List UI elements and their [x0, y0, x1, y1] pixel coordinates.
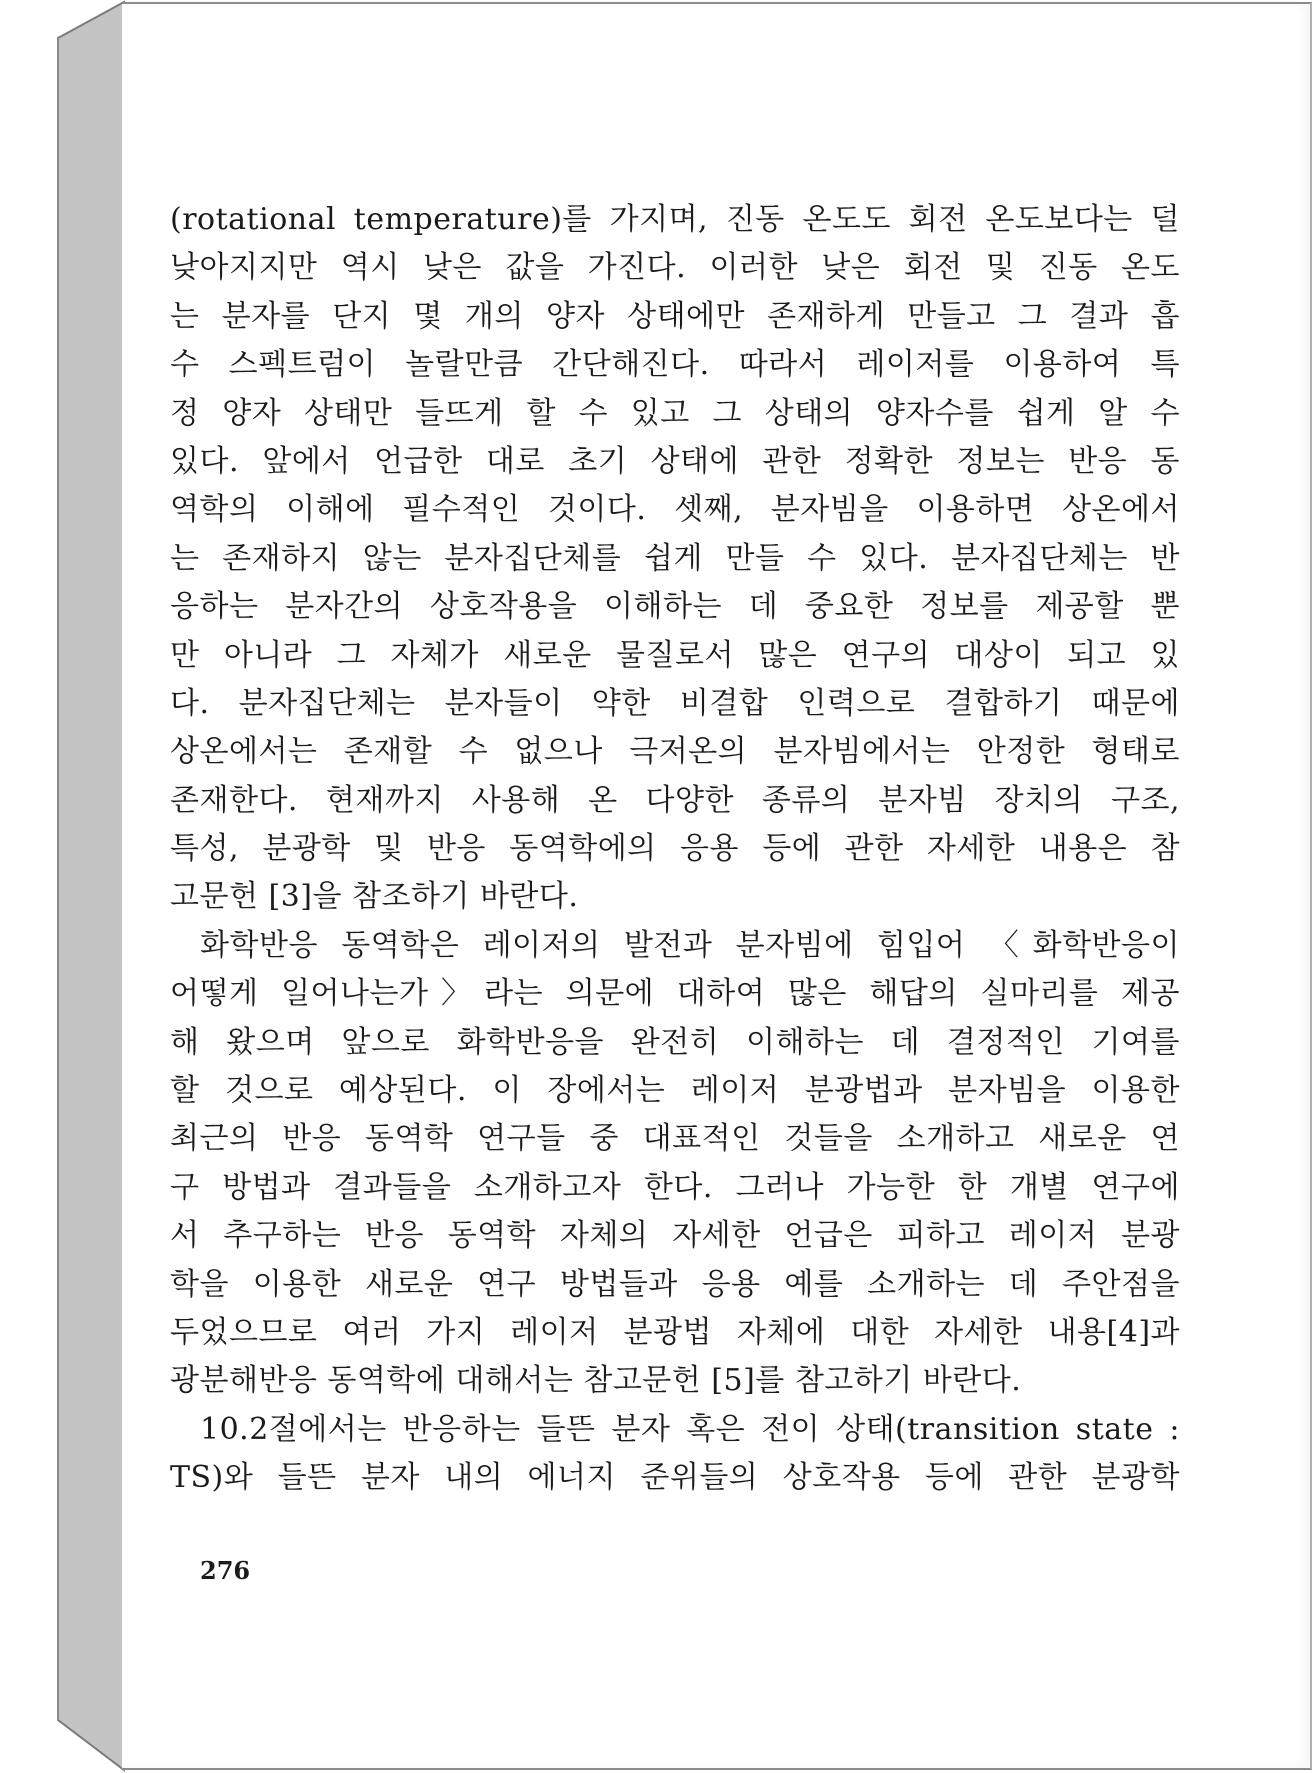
text-line: 최근의 반응 동역학 연구들 중 대표적인 것들을 소개하고 새로운 연	[170, 1121, 1180, 1157]
book-spine	[0, 0, 130, 1773]
text-line: 화학반응 동역학은 레이저의 발전과 분자빔에 힘입어 〈화학반응이	[200, 927, 1180, 963]
text-line: 는 존재하지 않는 분자집단체를 쉽게 만들 수 있다. 분자집단체는 반	[170, 540, 1180, 576]
text-line: 두었으므로 여러 가지 레이저 분광법 자체에 대한 자세한 내용[4]과	[170, 1314, 1180, 1350]
text-line: 10.2절에서는 반응하는 들뜬 분자 혹은 전이 상태(transition state :	[200, 1411, 1180, 1447]
text-line: 응하는 분자간의 상호작용을 이해하는 데 중요한 정보를 제공할 뿐	[170, 589, 1180, 625]
text-line: 수 스펙트럼이 놀랄만큼 간단해진다. 따라서 레이저를 이용하여 특	[170, 347, 1180, 383]
body-text	[170, 196, 1180, 1503]
text-line: 다. 분자집단체는 분자들이 약한 비결합 인력으로 결합하기 때문에	[170, 685, 1180, 721]
text-line: 정 양자 상태만 들뜨게 할 수 있고 그 상태의 양자수를 쉽게 알 수	[170, 395, 1180, 431]
text-line: 광분해반응 동역학에 대해서는 참고문헌 [5]를 참고하기 바란다.	[170, 1363, 1022, 1399]
text-line: (rotational temperature)를 가지며, 진동 온도도 회전 온도보다는 덜	[170, 202, 1180, 237]
text-line: 특성, 분광학 및 반응 동역학에의 응용 등에 관한 자세한 내용은 참	[170, 831, 1180, 867]
text-line: 낮아지지만 역시 낮은 값을 가진다. 이러한 낮은 회전 및 진동 온도	[170, 250, 1180, 286]
text-line: 만 아니라 그 자체가 새로운 물질로서 많은 연구의 대상이 되고 있	[170, 637, 1180, 673]
text-line: 존재한다. 현재까지 사용해 온 다양한 종류의 분자빔 장치의 구조,	[170, 782, 1180, 818]
text-line: 역학의 이해에 필수적인 것이다. 셋째, 분자빔을 이용하면 상온에서	[170, 492, 1180, 528]
text-line: 고문헌 [3]을 참조하기 바란다.	[170, 879, 579, 915]
text-line: 해 왔으며 앞으로 화학반응을 완전히 이해하는 데 결정적인 기여를	[170, 1024, 1180, 1060]
text-line: TS)와 들뜬 분자 내의 에너지 준위들의 상호작용 등에 관한 분광학	[170, 1460, 1180, 1496]
text-line: 있다. 앞에서 언급한 대로 초기 상태에 관한 정확한 정보는 반응 동	[170, 443, 1180, 479]
text-line: 서 추구하는 반응 동역학 자체의 자세한 언급은 피하고 레이저 분광	[170, 1218, 1180, 1254]
text-line: 상온에서는 존재할 수 없으나 극저온의 분자빔에서는 안정한 형태로	[170, 734, 1180, 770]
text-line: 학을 이용한 새로운 연구 방법들과 응용 예를 소개하는 데 주안점을	[170, 1266, 1180, 1302]
text-line: 구 방법과 결과들을 소개하고자 한다. 그러나 가능한 한 개별 연구에	[170, 1169, 1180, 1205]
page-number: 276	[200, 1556, 251, 1585]
text-line: 할 것으로 예상된다. 이 장에서는 레이저 분광법과 분자빔을 이용한	[170, 1073, 1180, 1109]
text-line: 는 분자를 단지 몇 개의 양자 상태에만 존재하게 만들고 그 결과 흡	[170, 298, 1180, 334]
text-line: 어떻게 일어나는가〉라는 의문에 대하여 많은 해답의 실마리를 제공	[170, 976, 1180, 1012]
